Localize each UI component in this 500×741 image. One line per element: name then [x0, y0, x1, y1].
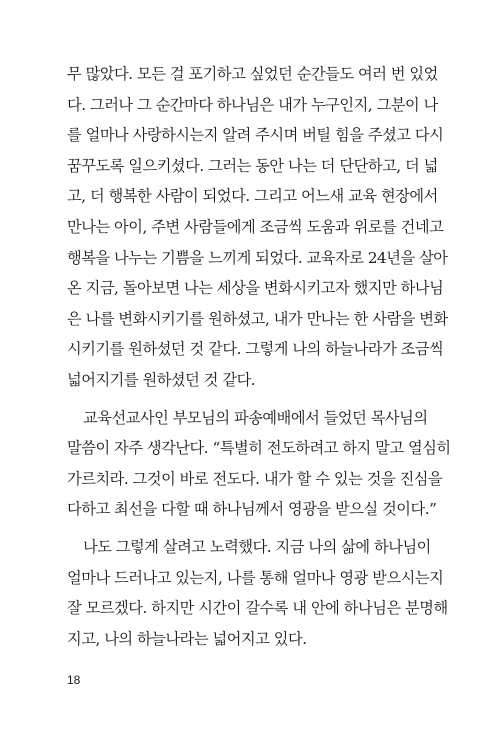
- text-line: 무 많았다. 모든 걸 포기하고 싶었던 순간들도 여러 번 있었: [67, 65, 438, 83]
- body-text: [67, 59, 451, 654]
- text-line: 고, 더 행복한 사람이 되었다. 그리고 어느새 교육 현장에서: [67, 187, 438, 206]
- text-line: 잘 모르겠다. 하지만 시간이 갈수록 내 안에 하나님은 분명해: [67, 599, 448, 618]
- text-line: 만나는 아이, 주변 사람들에게 조금씩 도움과 위로를 건네고: [67, 217, 444, 236]
- text-line: 나도 그렇게 살려고 노력했다. 지금 나의 삶에 하나님이: [83, 537, 431, 556]
- text-line: 행복을 나누는 기쁨을 느끼게 되었다. 교육자로 24년을 살아: [67, 248, 448, 267]
- text-line: 온 지금, 돌아보면 나는 세상을 변화시키고자 했지만 하나님: [67, 279, 444, 298]
- paragraph-2: [67, 403, 451, 525]
- text-line: 교육선교사인 부모님의 파송예배에서 들었던 목사님의: [83, 408, 428, 427]
- text-line: 가르치라. 그것이 바로 전도다. 내가 할 수 있는 것을 진심을: [67, 469, 443, 488]
- text-line: 말씀이 자주 생각난다. “특별히 전도하려고 하지 말고 열심히: [67, 439, 451, 458]
- text-line: 넓어지기를 원하셨던 것 같다.: [67, 370, 256, 389]
- paragraph-gap: [67, 525, 433, 532]
- text-line: 시키기를 원하셨던 것 같다. 그렇게 나의 하늘나라가 조금씩: [67, 340, 444, 359]
- text-line: 다. 그러나 그 순간마다 하나님은 내가 누구인지, 그분이 나: [67, 95, 438, 114]
- text-line: 은 나를 변화시키기를 원하셨고, 내가 만나는 한 사람을 변화: [67, 309, 448, 328]
- page-number: 18: [67, 673, 81, 687]
- text-line: 지고, 나의 하늘나라는 넓어지고 있다.: [67, 629, 307, 648]
- text-line: 를 얼마나 사랑하시는지 알려 주시며 버틸 힘을 주셨고 다시: [67, 126, 444, 145]
- paragraph-3: [67, 532, 448, 654]
- paragraph-gap: [67, 396, 433, 403]
- paragraph-1: [67, 59, 448, 396]
- text-line: 얼마나 드러나고 있는지, 나를 통해 얼마나 영광 받으시는지: [67, 568, 444, 587]
- text-line: 꿈꾸도록 일으키셨다. 그러는 동안 나는 더 단단하고, 더 넓: [67, 156, 438, 175]
- text-line: 다하고 최선을 다할 때 하나님께서 영광을 받으실 것이다.”: [67, 500, 437, 519]
